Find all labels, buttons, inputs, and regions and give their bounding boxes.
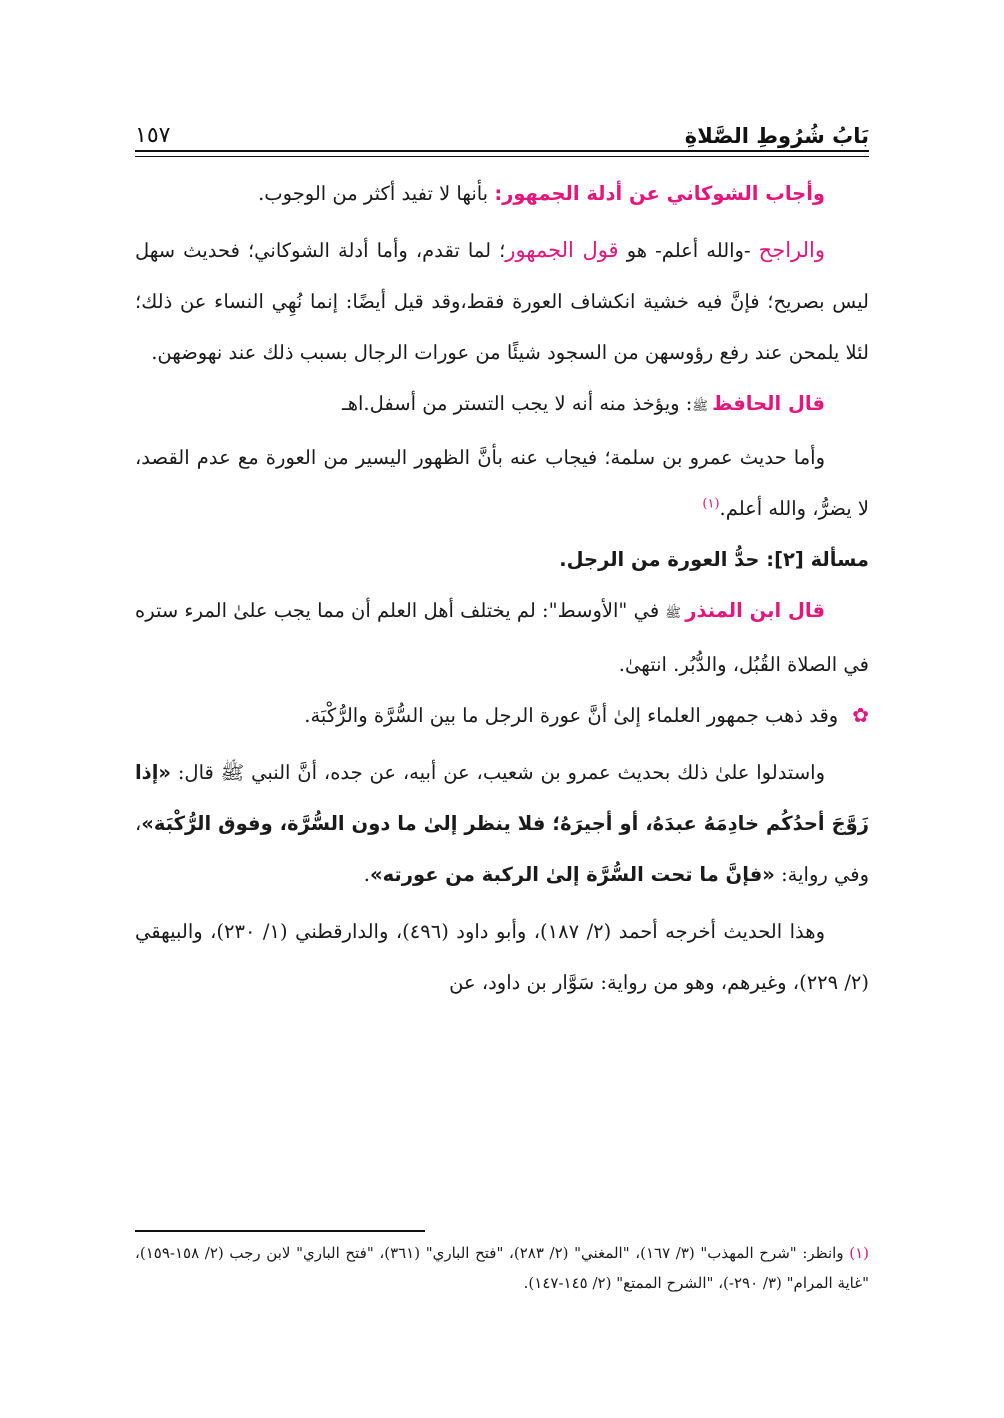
footnote-rule [135,1230,425,1232]
running-title: بَابُ شُرُوطِ الصَّلاةِ [684,124,869,148]
highlight-heading: وأجاب الشوكاني عن أدلة الجمهور: [494,182,825,205]
paragraph-text: وقد ذهب جمهور العلماء إلىٰ أنَّ عورة الرجل ما بين السُّرَّة والرُّكْبَة. [304,704,839,727]
flower-bullet-icon: ✿ [852,703,869,727]
footnote-text: وانظر: "شرح المهذب" (٣/ ١٦٧)، "المغني" (٢/ ٢٨٣)، "فتح الباري" (٣٦١)، "فتح الباري" لابن رجب (٢/ ١٥٨-١٥٩)، "غاية المرام" (٣/ ٢٩٠-)، "الشرح الممتع" (٢/ ١٤٥-١٤٧). [135,1244,869,1292]
highlight-term: قول الجمهور [505,238,619,262]
hadith-text: «فإنَّ ما تحت السُّرَّة إلىٰ الركبة من عورته» [370,863,775,886]
footnote-item [135,1238,869,1298]
hadith-text: «إذا زَوَّجَ أحدُكُم خادِمَهُ عبدَهُ، أو أجيرَهُ؛ فلا ينظر إلىٰ ما دون السُّرَّة، وفوق الرُّكْبَة» [135,761,869,835]
paragraph-text: واستدلوا علىٰ ذلك بحديث عمرو بن شعيب، عن أبيه، عن جده، أنَّ النبي ﷺ قال: [170,761,825,784]
footnote-mark: (١) [849,1244,869,1262]
header-rule-thick [135,150,869,152]
issue-title: حدُّ العورة من الرجل. [559,548,767,571]
paragraph-ibn-mundhir [135,585,869,690]
issue-heading [135,534,869,585]
paragraph-hafiz-quote [135,378,869,432]
paragraph-shawkani-reply [135,168,869,219]
honorific-glyph: ﷺ [692,399,713,414]
paragraph-text: وهذا الحديث أخرجه أحمد (٢/ ١٨٧)، وأبو داود (٤٩٦)، والدارقطني (١/ ٢٣٠)، والبيهقي (٢/ ٢٢٩)، وغيرهم، وهو من رواية: سَوَّار بن داود، عن [135,920,869,994]
page-number: ١٥٧ [135,123,171,148]
highlight-heading: قال ابن المنذر [685,599,826,622]
main-text [135,168,869,1008]
paragraph-text: بأنها لا تفيد أكثر من الوجوب. [258,182,495,205]
highlight-heading: قال الحافظ [712,392,825,415]
paragraph-text: ، وفي رواية: [135,812,869,886]
paragraph-amr-hadith [135,432,869,534]
honorific-glyph: ﷺ [665,606,686,621]
paragraph-text: ؛ لما تقدم، وأما أدلة الشوكاني؛ فحديث سهل ليس بصريح؛ فإنَّ فيه خشية انكشاف العورة فقط،وقد قيل أيضًا: إنما نُهِي النساء عن ذلك؛ لئلا يلمحن عند رفع رؤوسهن من السجود شيئًا من عورات الرجال بسبب ذلك عند نهوضهن. [135,239,869,364]
book-page [135,0,869,1418]
paragraph-text: وأما حديث عمرو بن سلمة؛ فيجاب عنه بأنَّ الظهور اليسير من العورة مع عدم القصد، لا يضرُّ، والله أعلم. [135,446,869,520]
paragraph-text: . [363,863,370,886]
footnote [135,1238,869,1298]
issue-label: مسألة [٢]: [766,548,869,571]
paragraph-takhrij [135,906,869,1008]
paragraph-text: : ويؤخذ منه أنه لا يجب التستر من أسفل.اهـ [342,392,693,415]
paragraph-evidence [135,747,869,900]
page-header [135,112,869,148]
paragraph-text: -والله أعلم- هو [618,239,759,262]
highlight-term: والراجح [758,238,825,262]
footnote-reference[interactable]: (١) [702,496,720,512]
paragraph-majority-view [135,690,869,741]
paragraph-preferred-view [135,225,869,378]
paragraph-text: في "الأوسط": لم يختلف أهل العلم أن مما يجب علىٰ المرء ستره في الصلاة القُبُل، والدُّبُر. انتهىٰ. [135,599,869,676]
header-rule-thin [135,156,869,157]
